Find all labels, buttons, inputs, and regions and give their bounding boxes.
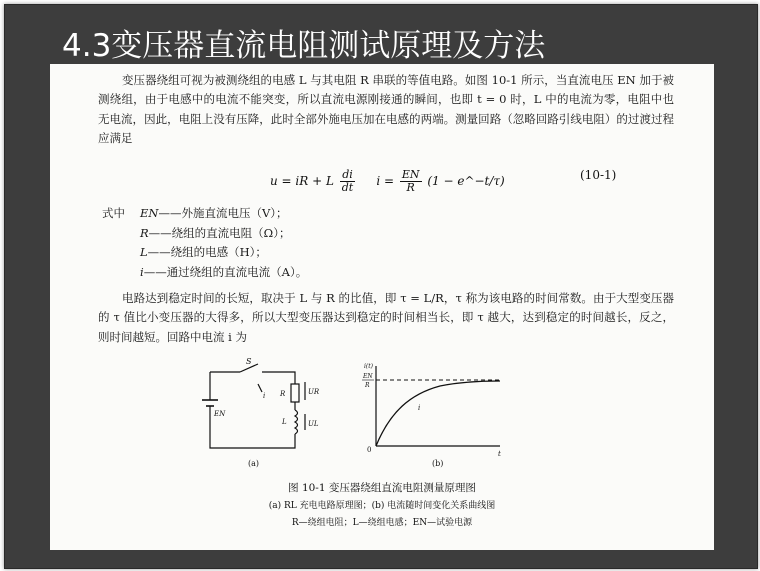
definition-text: ——外施直流电压（V）； — [158, 206, 288, 220]
definition-symbol: i — [140, 264, 144, 279]
definition-text: ——绕组的电感（H）； — [147, 245, 267, 259]
definition-item — [102, 224, 307, 244]
label-current: i — [263, 392, 266, 400]
label-inductor: L — [282, 418, 287, 426]
inductor-symbol — [295, 410, 298, 434]
label-asymptote-num: EN — [363, 373, 373, 380]
label-y-axis: i(t) — [364, 363, 374, 370]
graph-curve — [376, 381, 500, 446]
definition-item — [102, 263, 307, 283]
label-asymptote-den: R — [365, 382, 370, 389]
eq-frac-2-den: R — [406, 181, 415, 194]
definitions-list — [102, 204, 307, 282]
current-arrow — [258, 384, 262, 392]
figure-subcaption-2: R—绕组电阻；L—绕组电感；EN—试验电源 — [291, 518, 473, 528]
circuit-diagram — [202, 364, 305, 448]
label-source: EN — [214, 410, 226, 418]
label-inductor-voltage: UL — [308, 420, 319, 428]
definition-text: ——通过绕组的直流电流（A）。 — [143, 264, 308, 279]
figure-10-1 — [200, 357, 510, 472]
equation-expression — [270, 169, 505, 194]
eq-part-3: (1 − e^−t/τ) — [427, 174, 505, 188]
slide-title: 4.3变压器直流电阻测试原理及方法 — [62, 28, 546, 64]
circuit-wire-top-right — [262, 372, 295, 384]
label-resistor-voltage: UR — [308, 388, 320, 396]
eq-fraction-di-dt — [340, 169, 355, 194]
eq-fraction-en-r — [400, 169, 422, 194]
eq-part-2: i = — [376, 174, 395, 188]
definition-symbol: L — [140, 245, 148, 259]
resistor-symbol — [291, 384, 299, 402]
definition-item — [102, 243, 307, 263]
eq-frac-2-num: EN — [401, 168, 420, 181]
label-switch: S — [246, 357, 252, 366]
figure-drawing — [200, 357, 510, 472]
eq-frac-1-num: di — [340, 169, 355, 182]
label-sub-b: (b) — [432, 459, 444, 468]
paragraph-intro: 变压器绕组可视为被测绕组的电感 L 与其电阻 R 串联的等值电路。如图 10-1 所示，当直流电压 EN 加于被测绕组，由于电感中的电流不能突变，所以直流电源刚接通的瞬间，也即 t = 0 时，L 中的电流为零，电阻中也无电流，因此，电阻上没有压降，此时全部外施电压加在电感的两端。测量回路（忽略回路引线电阻）的过渡过程应满足 — [98, 73, 674, 146]
definition-symbol: R — [140, 225, 149, 240]
eq-frac-1-den: dt — [341, 181, 354, 194]
eq-part-1: u = iR + L — [270, 174, 334, 188]
label-sub-a: (a) — [248, 459, 260, 468]
paragraph-time-constant: 电路达到稳定时间的长短，取决于 L 与 R 的比值，即 τ = L/R，τ 称为该电路的时间常数。由于大型变压器的 τ 值比小变压器的大得多，所以大型变压器达到稳定的时间相当长，即 τ 越大，达到稳定的时间越长，反之，则时间越短。回路中电流 i 为 — [98, 291, 674, 344]
equation-number: (10-1) — [580, 168, 617, 182]
label-curve: i — [418, 404, 421, 412]
where-label: 式中 — [102, 206, 125, 220]
document-page — [50, 64, 714, 550]
figure-subcaption-1: (a) RL 充电电路原理图；(b) 电流随时间变化关系曲线图 — [268, 501, 496, 511]
figure-caption: 图 10-1 变压器绕组直流电阻测量原理图 — [288, 482, 476, 494]
definition-symbol: EN — [140, 206, 159, 220]
definition-item — [102, 204, 307, 224]
label-resistor: R — [280, 390, 286, 398]
current-graph — [376, 366, 500, 446]
label-origin: 0 — [367, 446, 372, 454]
definition-text: ——绕组的直流电阻（Ω）； — [148, 225, 291, 240]
label-x-axis: t — [498, 450, 501, 458]
equation-10-1 — [270, 164, 630, 194]
